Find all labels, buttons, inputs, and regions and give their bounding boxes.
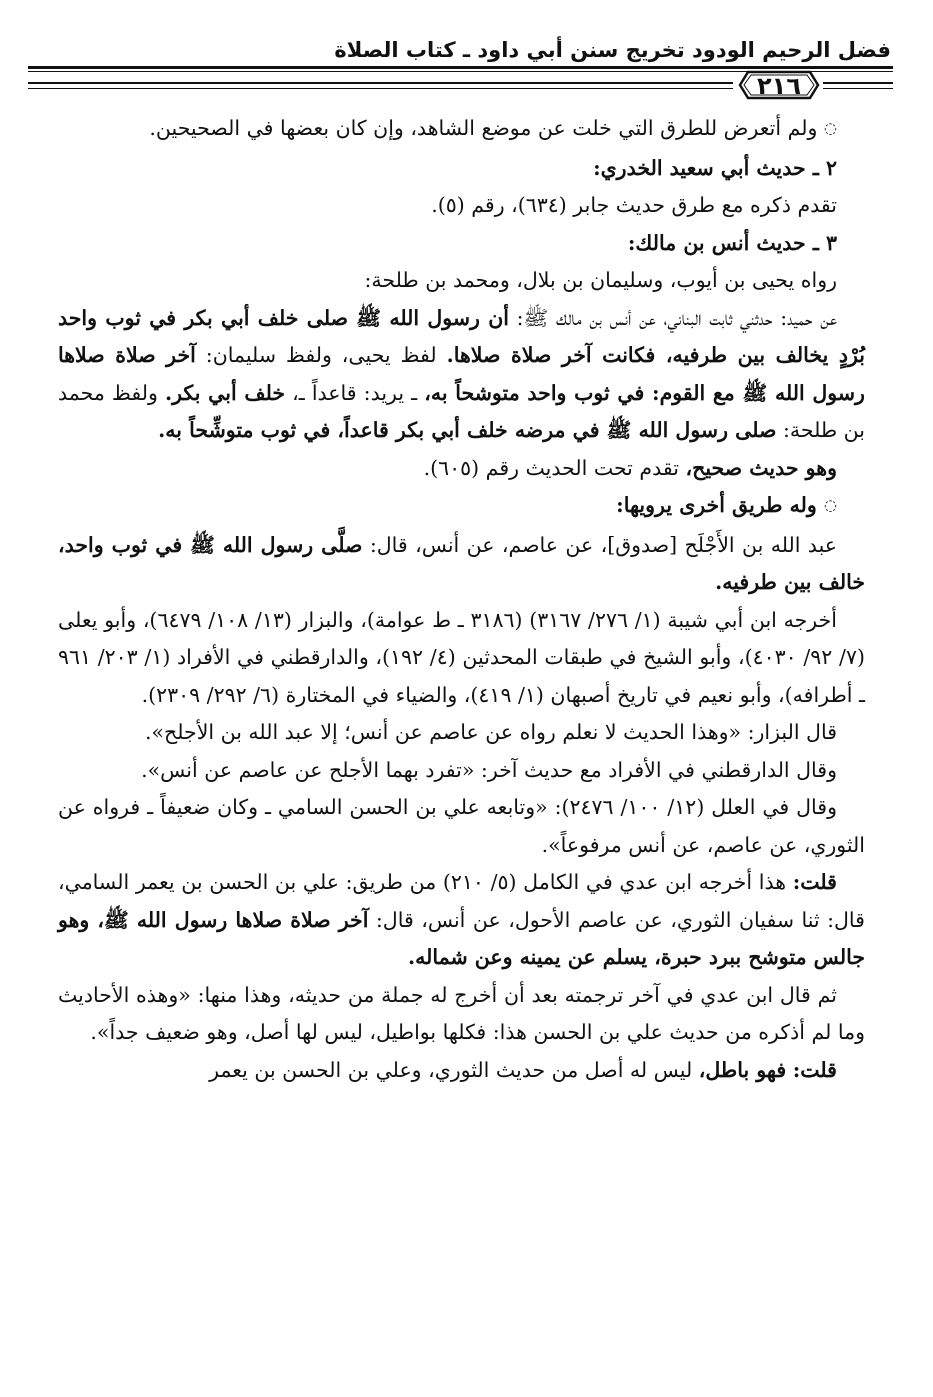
heading-another-route-text: وله طريق أخرى يرويها:	[616, 493, 817, 517]
p4-matn: أن رسول الله ﷺ صلى خلف أبي بكر في ثوب واحد بُرْدٍ يخالف بين طرفيه، فكانت آخر صلاة صلاها.	[58, 305, 865, 367]
heading-anas: ٣ ـ حديث أنس بن مالك:	[627, 230, 837, 255]
heading-another-route	[58, 487, 865, 527]
page-number: ٢١٦	[757, 72, 801, 100]
p12-text: هذا أخرجه ابن عدي في الكامل (٥/ ٢١٠) من طريق: علي بن الحسن بن يعمر السامي، قال: ثنا سفيان الثوري، عن عاصم الأحول، عن أنس، قال:	[58, 870, 865, 932]
p4-lafz: لفظ يحيى، ولفظ سليمان:	[205, 343, 437, 367]
paragraph-4	[58, 300, 865, 450]
ornament-rule-right-thin	[823, 88, 893, 89]
p12-label: قلت:	[792, 870, 837, 894]
heading-abu-said: ٢ ـ حديث أبي سعيد الخدري:	[593, 155, 837, 180]
p7-isnad: عبد الله بن الأَجْلَح [صدوق]، عن عاصم، عن أنس، قال:	[369, 532, 837, 557]
paragraph-1	[58, 110, 865, 150]
ornament-rule-right	[823, 82, 893, 84]
ornament-rule-left-thin	[28, 88, 733, 89]
page-body	[58, 110, 865, 1089]
p4-isnad: عن حميد: حدثني ثابت البناني، عن أنس بن مالك ﷺ:	[516, 305, 837, 330]
paragraph-7	[58, 527, 865, 602]
paragraph-13: ثم قال ابن عدي في آخر ترجمته بعد أن أخرج له جملة من حديثه، وهذا منها: «وهذه الأحاديث وما لم أذكره من حديث علي بن الحسن هذا: فكلها بواطيل، ليس لها أصل، وهو ضعيف جداً».	[58, 982, 865, 1044]
header-rule-thick	[28, 66, 893, 69]
p14-text: ليس له أصل من حديث الثوري، وعلي بن الحسن بن يعمر	[209, 1057, 693, 1082]
paragraph-1-text: ولم أتعرض للطرق التي خلت عن موضع الشاهد، وإن كان بعضها في الصحيحين.	[149, 116, 818, 140]
ornament-rule-left	[28, 82, 733, 84]
p7-matn: صلَّى رسول الله ﷺ في ثوب واحد، خالف بين طرفيه.	[58, 532, 865, 594]
paragraph-8-takhrij: أخرجه ابن أبي شيبة (١/ ٢٧٦/ ٣١٦٧) (٣١٨٦ ـ ط عوامة)، والبزار (١٣/ ١٠٨/ ٦٤٧٩)، وأبو يعلى (٧/ ٩٢/ ٤٠٣٠)، وأبو الشيخ في طبقات المحدثين (٤/ ١٩٢)، والدارقطني في الأفراد (١/ ٢٠٣/ ٩٦١ ـ أطرافه)، وأبو نعيم في تاريخ أصبهان (١/ ٤١٩)، والضياء في المختارة (٦/ ٢٩٢/ ٢٣٠٩).	[58, 607, 865, 707]
header-title: فضل الرحيم الودود تخريج سنن أبي داود ـ كتاب الصلاة	[334, 38, 891, 62]
p14-verdict: فهو باطل،	[698, 1057, 787, 1082]
page-number-badge	[738, 70, 820, 100]
bullet-icon: ◌	[823, 119, 837, 137]
paragraph-5	[58, 450, 865, 488]
p5-verdict: وهو حديث صحيح،	[685, 455, 837, 480]
paragraph-9: قال البزار: «وهذا الحديث لا نعلم رواه عن عاصم عن أنس؛ إلا عبد الله بن الأجلح».	[144, 720, 837, 744]
bullet-icon: ◌	[823, 496, 837, 514]
p12-matn: آخر صلاة صلاها رسول الله ﷺ، وهو جالس متوشح ببرد حبرة، يسلم عن يمينه وعن شماله.	[58, 907, 865, 969]
paragraph-11: وقال في العلل (١٢/ ١٠٠/ ٢٤٧٦): «وتابعه علي بن الحسن السامي ـ وكان ضعيفاً ـ فرواه عن الثوري، عن عاصم، عن أنس مرفوعاً».	[58, 795, 865, 857]
paragraph-3: رواه يحيى بن أيوب، وسليمان بن بلال، ومحمد بن طلحة:	[364, 268, 837, 292]
paragraph-12	[58, 864, 865, 977]
p5-ref: تقدم تحت الحديث رقم (٦٠٥).	[423, 455, 679, 480]
running-header	[32, 36, 891, 66]
p4-matn-4: صلى رسول الله ﷺ في مرضه خلف أبي بكر قاعداً، في ثوب متوشِّحاً به.	[158, 418, 777, 442]
paragraph-14	[58, 1052, 865, 1090]
p4-matn-2: آخر صلاة صلاها رسول الله ﷺ مع القوم: في ثوب واحد متوشحاً به،	[58, 343, 865, 405]
paragraph-10: وقال الدارقطني في الأفراد مع حديث آخر: «تفرد بهما الأجلح عن عاصم عن أنس».	[141, 757, 837, 782]
p4-matn-3: خلف أبي بكر.	[164, 380, 286, 405]
paragraph-2: تقدم ذكره مع طرق حديث جابر (٦٣٤)، رقم (٥).	[431, 193, 837, 217]
p4-lafz-2: ولفظ محمد بن طلحة:	[58, 380, 865, 442]
p14-label: قلت:	[792, 1057, 837, 1082]
p4-note: ـ يريد: قاعداً ـ،	[292, 380, 418, 405]
